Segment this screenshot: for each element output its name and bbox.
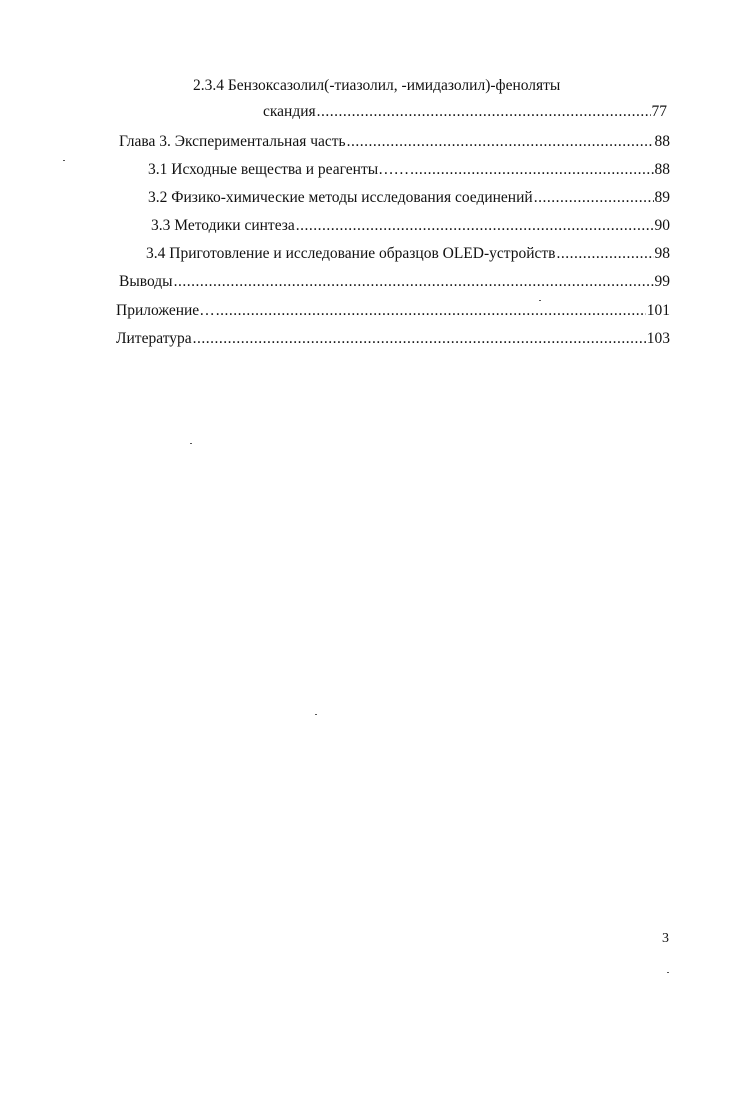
toc-entry-chapter-3 (119, 132, 670, 152)
scan-speck (667, 972, 669, 973)
dot-leader (317, 102, 651, 122)
dot-leader (296, 216, 654, 236)
toc-entry-title: Приложение… (116, 302, 215, 319)
dot-leader (347, 132, 654, 152)
toc-entry-references (116, 329, 670, 349)
toc-page-number: 103 (646, 330, 670, 347)
toc-entry-3-4 (146, 244, 670, 264)
toc-entry-appendix (116, 301, 670, 321)
toc-entry-3-2 (148, 188, 670, 208)
toc-entry-3-1 (148, 160, 670, 180)
dot-leader (193, 329, 646, 349)
scan-speck (190, 443, 192, 444)
toc-entry-title: Глава 3. Экспериментальная часть (119, 133, 346, 150)
toc-entry-title: скандия (263, 103, 316, 120)
dot-leader (216, 301, 646, 321)
toc-entry-title: 2.3.4 Бензоксазолил(-тиазолил, -имидазолил)-феноляты (193, 77, 561, 94)
toc-page-number: 88 (654, 133, 670, 150)
toc-entry-title: Выводы (119, 273, 173, 290)
dot-leader (534, 188, 654, 208)
toc-page-number: 89 (654, 189, 670, 206)
toc-entry-2-3-4-line2 (263, 102, 667, 122)
dot-leader (174, 272, 654, 292)
toc-page-number: 98 (654, 245, 670, 262)
toc-entry-2-3-4-line1 (193, 76, 560, 96)
dot-leader (410, 160, 653, 180)
scan-speck (539, 300, 541, 301)
toc-page-number: 88 (654, 161, 670, 178)
toc-entry-conclusions (119, 272, 670, 292)
scan-speck (63, 160, 65, 161)
toc-entry-title: Литература (116, 330, 192, 347)
toc-entry-3-3 (151, 216, 670, 236)
toc-page-number: 101 (646, 302, 670, 319)
toc-entry-title: 3.2 Физико-химические методы исследования соединений (148, 189, 533, 206)
toc-entry-title: 3.3 Методики синтеза (151, 217, 295, 234)
page-number: 3 (662, 931, 669, 946)
toc-page-number: 77 (651, 103, 667, 120)
toc-page-number: 99 (654, 273, 670, 290)
toc-page-number: 90 (654, 217, 670, 234)
toc-entry-title: 3.1 Исходные вещества и реагенты…… (148, 161, 410, 178)
dot-leader (556, 244, 653, 264)
toc-entry-title: 3.4 Приготовление и исследование образцов OLED-устройств (146, 245, 556, 262)
scan-speck (315, 714, 317, 715)
